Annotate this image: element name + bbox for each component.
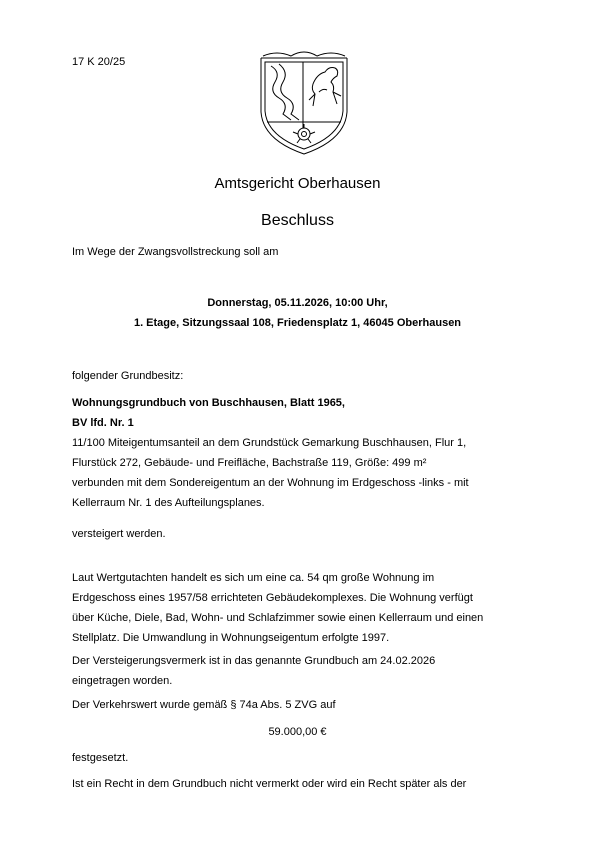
court-name: Amtsgericht Oberhausen bbox=[214, 175, 381, 192]
document-title: Beschluss bbox=[261, 212, 334, 229]
gutachten-line: Laut Wertgutachten handelt es sich um eine ca. 54 qm große Wohnung im bbox=[72, 572, 435, 584]
vermerk-line: eingetragen worden. bbox=[72, 675, 173, 687]
recht-text: Ist ein Recht in dem Grundbuch nicht vermerkt oder wird ein Recht später als der bbox=[72, 778, 467, 790]
versteigert-text: versteigert werden. bbox=[72, 528, 166, 540]
grundbesitz-label: folgender Grundbesitz: bbox=[72, 370, 184, 382]
gutachten-paragraph bbox=[72, 568, 532, 648]
property-line: Flurstück 272, Gebäude- und Freifläche, Bachstraße 119, Größe: 499 m² bbox=[72, 457, 427, 469]
property-line: verbunden mit dem Sondereigentum an der Wohnung im Erdgeschoss -links - mit bbox=[72, 477, 469, 489]
termin-location: 1. Etage, Sitzungssaal 108, Friedensplatz 1, 46045 Oberhausen bbox=[133, 317, 462, 329]
termin-date: Donnerstag, 05.11.2026, 10:00 Uhr, bbox=[207, 297, 388, 309]
gutachten-line: Erdgeschoss eines 1957/58 errichteten Gebäudekomplexes. Die Wohnung verfügt bbox=[72, 592, 473, 604]
gutachten-line: über Küche, Diele, Bad, Wohn- und Schlafzimmer sowie einen Kellerraum und einen bbox=[72, 612, 484, 624]
festgesetzt-text: festgesetzt. bbox=[72, 752, 129, 764]
verkehrswert-value: 59.000,00 € bbox=[268, 726, 327, 738]
coat-of-arms-icon bbox=[257, 48, 351, 156]
property-description bbox=[72, 433, 532, 513]
grundbuch-heading: Wohnungsgrundbuch von Buschhausen, Blatt 1965, bbox=[72, 397, 345, 409]
intro-text: Im Wege der Zwangsvollstreckung soll am bbox=[72, 246, 279, 258]
bv-heading: BV lfd. Nr. 1 bbox=[72, 417, 134, 429]
gutachten-line: Stellplatz. Die Umwandlung in Wohnungseigentum erfolgte 1997. bbox=[72, 632, 390, 644]
verkehrswert-intro: Der Verkehrswert wurde gemäß § 74a Abs. 5 ZVG auf bbox=[72, 699, 336, 711]
case-number: 17 K 20/25 bbox=[72, 56, 126, 68]
vermerk-paragraph bbox=[72, 651, 532, 691]
vermerk-line: Der Versteigerungsvermerk ist in das genannte Grundbuch am 24.02.2026 bbox=[72, 655, 436, 667]
property-line: Kellerraum Nr. 1 des Aufteilungsplanes. bbox=[72, 497, 265, 509]
property-line: 11/100 Miteigentumsanteil an dem Grundstück Gemarkung Buschhausen, Flur 1, bbox=[72, 437, 467, 449]
